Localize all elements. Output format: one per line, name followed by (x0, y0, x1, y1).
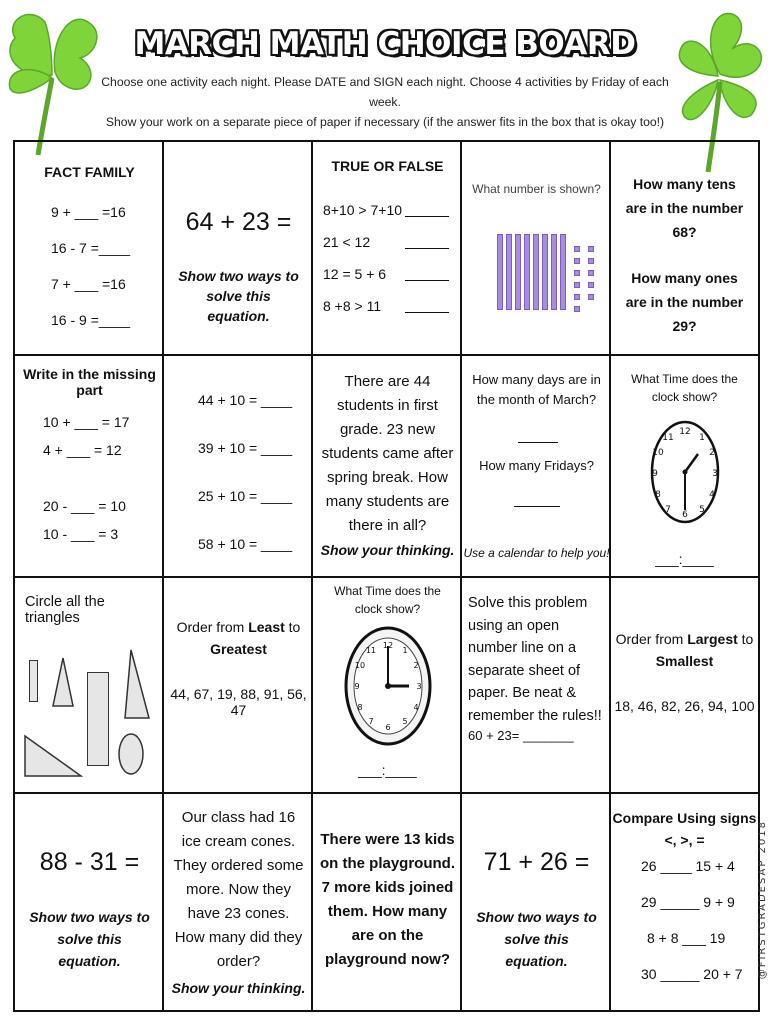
march-days-question: How many days are in the month of March? (472, 372, 601, 407)
one-cube (574, 246, 580, 252)
svg-text:7: 7 (665, 505, 671, 515)
svg-text:2: 2 (413, 661, 419, 670)
page-title: MARCH MATH CHOICE BOARD (134, 26, 636, 62)
compare-4: 30 _____ 20 + 7 (641, 966, 743, 982)
true-false-title: TRUE OR FALSE (331, 158, 444, 174)
clock-1-question: What Time does the clock show? (631, 372, 738, 404)
ten-rod (524, 234, 530, 310)
cell-true-false (313, 142, 462, 356)
cell-subtract-88-31 (15, 794, 164, 1010)
cell-march-days (462, 356, 611, 578)
ten-rod (506, 234, 512, 310)
compare-title: Compare Using signs (612, 810, 757, 826)
cell-missing-part (15, 356, 164, 578)
cell-fact-family (15, 142, 164, 356)
equation-64-23: 64 + 23 = (185, 208, 292, 236)
fact-eq-3: 7 + ___ =16 (51, 276, 126, 292)
cell-add-71-26 (462, 794, 611, 1010)
order-2-largest: Largest (687, 631, 738, 647)
instructions-line-2: Show your work on a separate piece of paper if necessary (if the answer fits in the box that is okay too!) (105, 115, 665, 129)
svg-text:5: 5 (402, 717, 408, 726)
one-cube (588, 270, 594, 276)
circle-shape (117, 732, 145, 776)
svg-text:1: 1 (699, 433, 705, 443)
cell-compare (611, 794, 758, 1010)
one-cube (574, 282, 580, 288)
svg-text:12: 12 (679, 427, 691, 437)
order-2-text: Order from (615, 631, 688, 647)
triangle-shape-3 (23, 734, 83, 778)
missing-part-title: Write in the missing part (23, 366, 156, 398)
one-cube (588, 258, 594, 264)
missing-eq-4: 10 - ___ = 3 (43, 526, 119, 542)
cell-order-least-greatest (164, 578, 313, 794)
plus-ten-eq-4: 58 + 10 = ____ (198, 536, 293, 552)
svg-text:10: 10 (354, 661, 366, 670)
show-thinking-note-2: Show your thinking. (171, 980, 306, 996)
svg-text:5: 5 (699, 505, 705, 515)
ten-rod (533, 234, 539, 310)
svg-text:3: 3 (712, 469, 718, 479)
show-two-ways-note-3: Show two ways to solve this equation. (476, 909, 597, 969)
one-cube (574, 306, 580, 312)
compare-signs: <, >, = (664, 832, 705, 848)
svg-text:8: 8 (357, 703, 363, 712)
order-2-smallest: Smallest (655, 653, 714, 669)
number-line-equation: 60 + 23= _______ (468, 728, 574, 743)
cell-clock-1 (611, 356, 758, 578)
fact-family-title: FACT FAMILY (44, 164, 135, 180)
plus-ten-eq-3: 25 + 10 = ____ (198, 488, 293, 504)
svg-text:1: 1 (402, 646, 408, 655)
ten-rod (551, 234, 557, 310)
svg-text:7: 7 (368, 717, 374, 726)
missing-eq-1: 10 + ___ = 17 (43, 414, 130, 430)
instructions (100, 72, 670, 132)
order-1-to: to (284, 619, 301, 635)
cell-add-64-23 (164, 142, 313, 356)
compare-3: 8 + 8 ___ 19 (647, 930, 726, 946)
one-cube (574, 294, 580, 300)
missing-eq-2: 4 + ___ = 12 (43, 442, 122, 458)
order-1-text: Order from (176, 619, 249, 635)
svg-text:2: 2 (709, 448, 715, 458)
cell-plus-ten (164, 356, 313, 578)
cell-number-shown (462, 142, 611, 356)
tf-statement-4: 8 +8 > 11 (323, 298, 382, 314)
story-students-text: There are 44 students in first grade. 23 new students came after spring break. How many students are there in all? (321, 373, 454, 534)
svg-text:12: 12 (382, 641, 394, 650)
number-shown-question: What number is shown? (472, 182, 601, 196)
choice-board (13, 140, 760, 1012)
missing-eq-3: 20 - ___ = 10 (43, 498, 126, 514)
clock-1-answer: ___:____ (655, 551, 714, 567)
clock-2-question: What Time does the clock show? (334, 584, 441, 616)
svg-text:11: 11 (662, 433, 674, 443)
svg-text:4: 4 (709, 490, 715, 500)
shamrock-left-icon (0, 0, 110, 160)
cell-story-playground (313, 794, 462, 1010)
svg-text:9: 9 (652, 469, 658, 479)
triangles-title: Circle all the triangles (25, 594, 105, 626)
tens-question: How many tens are in the number 68? (625, 176, 744, 240)
number-line-text: Solve this problem using an open number line on a separate sheet of paper. Be neat & remember the rules!! (468, 595, 602, 724)
order-2-numbers: 18, 46, 82, 26, 94, 100 (614, 698, 755, 714)
one-cube (574, 270, 580, 276)
compare-2: 29 _____ 9 + 9 (641, 894, 735, 910)
one-cube (574, 258, 580, 264)
svg-text:9: 9 (354, 682, 360, 691)
show-thinking-note: Show your thinking. (320, 542, 455, 558)
triangle-shape-2 (123, 648, 151, 720)
story-ice-cream-text: Our class had 16 ice cream cones. They ordered some more. Now they have 23 cones. How many did they order? (173, 809, 304, 970)
fact-eq-2: 16 - 7 =____ (51, 240, 131, 256)
fact-eq-4: 16 - 9 =____ (51, 312, 131, 328)
triangle-shape-1 (51, 656, 75, 708)
order-1-greatest: Greatest (210, 641, 267, 657)
story-playground-text: There were 13 kids on the playground. 7 more kids joined them. How many are on the playground now? (320, 831, 455, 968)
cell-story-ice-cream (164, 794, 313, 1010)
one-cube (588, 246, 594, 252)
svg-text:4: 4 (413, 703, 419, 712)
svg-text:6: 6 (682, 510, 688, 520)
ones-question: How many ones are in the number 29? (625, 270, 744, 334)
rectangle-shape (87, 672, 109, 766)
rectangle-tall-shape (29, 660, 38, 702)
cell-story-students (313, 356, 462, 578)
ten-rod (497, 234, 503, 310)
clock-2-icon (343, 624, 433, 748)
tf-statement-1: 8+10 > 7+10 (323, 202, 403, 218)
order-2-to: to (737, 631, 754, 647)
svg-text:11: 11 (365, 646, 377, 655)
cell-number-line (462, 578, 611, 794)
cell-clock-2 (313, 578, 462, 794)
svg-text:3: 3 (416, 682, 422, 691)
plus-ten-eq-1: 44 + 10 = ____ (198, 392, 293, 408)
ten-rod (542, 234, 548, 310)
order-1-least: Least (248, 619, 285, 635)
compare-1: 26 ____ 15 + 4 (641, 858, 735, 874)
tf-statement-2: 21 < 12 (323, 234, 371, 250)
show-two-ways-note-2: Show two ways to solve this equation. (29, 909, 150, 969)
clock-1-icon (648, 418, 722, 538)
plus-ten-eq-2: 39 + 10 = ____ (198, 440, 293, 456)
base-ten-blocks (462, 142, 611, 356)
ten-rod (515, 234, 521, 310)
cell-triangles (15, 578, 164, 794)
equation-71-26: 71 + 26 = (483, 848, 590, 876)
svg-text:8: 8 (655, 490, 661, 500)
order-1-numbers: 44, 67, 19, 88, 91, 56, 47 (170, 686, 307, 718)
fact-eq-1: 9 + ___ =16 (51, 204, 126, 220)
one-cube (588, 294, 594, 300)
copyright: @FIRSTGRADESAP 2018 (757, 820, 768, 980)
svg-text:6: 6 (385, 723, 391, 732)
cell-place-value (611, 142, 758, 356)
show-two-ways-note: Show two ways to solve this equation. (178, 268, 299, 324)
one-cube (588, 282, 594, 288)
clock-2-answer: ___:____ (358, 762, 417, 778)
calendar-note: Use a calendar to help you! (463, 546, 610, 560)
equation-88-31: 88 - 31 = (39, 848, 140, 876)
fridays-question: How many Fridays? (479, 458, 594, 473)
ten-rod (560, 234, 566, 310)
svg-text:10: 10 (652, 448, 664, 458)
cell-order-largest-smallest (611, 578, 758, 794)
instructions-line-1: Choose one activity each night. Please DATE and SIGN each night. Choose 4 activities by Friday of each week. (101, 75, 669, 109)
tf-statement-3: 12 = 5 + 6 (323, 266, 387, 282)
